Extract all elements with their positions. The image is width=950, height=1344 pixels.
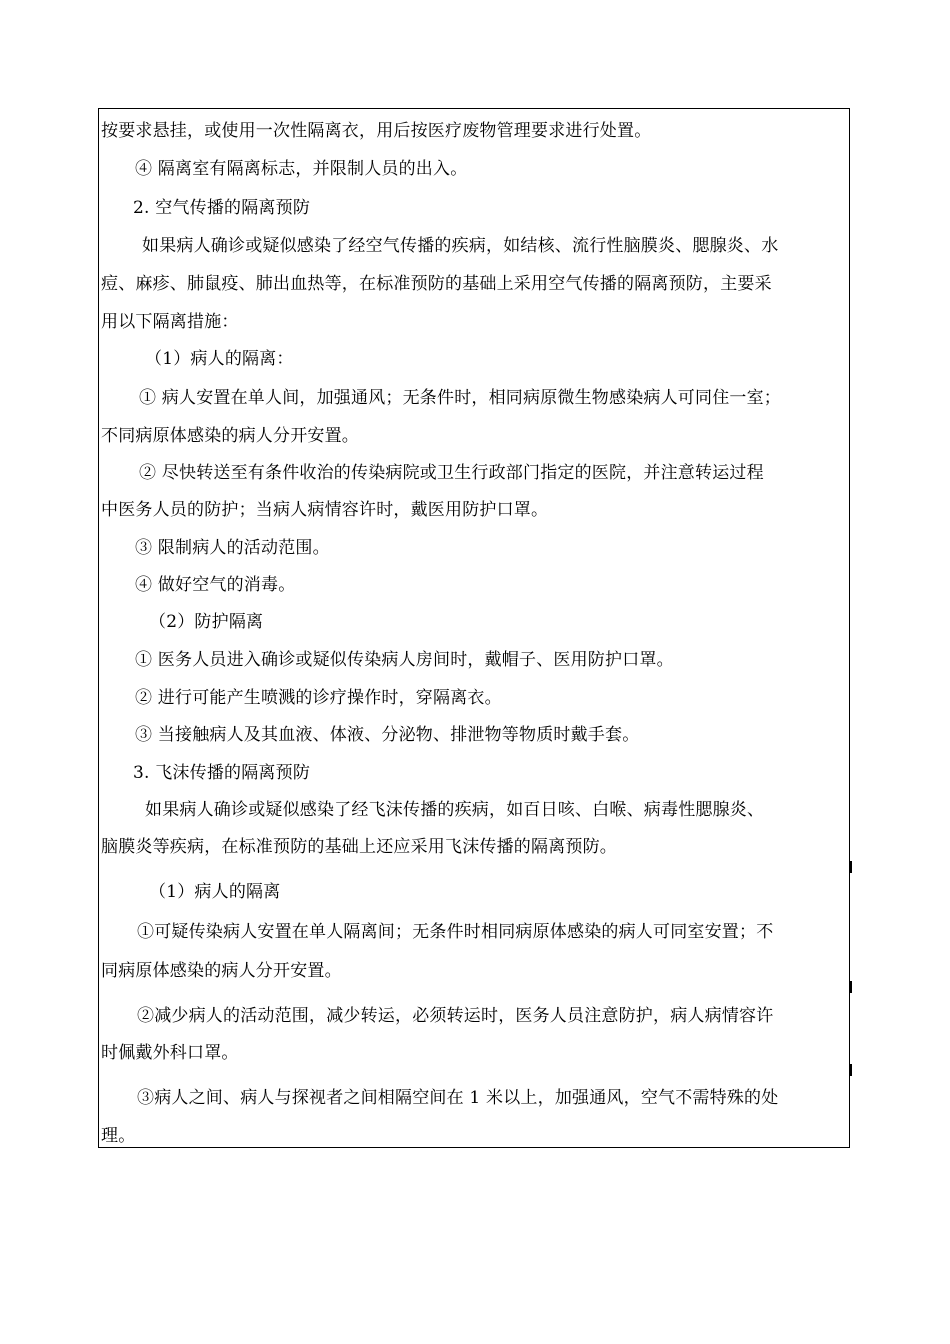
- section-heading: 3. 飞沫传播的隔离预防: [133, 763, 311, 783]
- text-line: 不同病原体感染的病人分开安置。: [101, 426, 359, 446]
- text-line: 如果病人确诊或疑似感染了经空气传播的疾病，如结核、流行性脑膜炎、腮腺炎、水: [142, 236, 779, 256]
- sub-heading: （1）病人的隔离: [149, 882, 281, 902]
- text-line: 如果病人确诊或疑似感染了经飞沫传播的疾病，如百日咳、白喉、病毒性腮腺炎、: [145, 800, 765, 820]
- text-line: ④ 隔离室有隔离标志，并限制人员的出入。: [135, 159, 468, 179]
- text-line: ①可疑传染病人安置在单人隔离间；无条件时相同病原体感染的病人可同室安置；不: [137, 922, 774, 942]
- text-line: 用以下隔离措施：: [101, 312, 239, 332]
- text-line: ②减少病人的活动范围，减少转运，必须转运时，医务人员注意防护，病人病情容许: [137, 1006, 774, 1026]
- border-mark: [850, 861, 852, 873]
- text-line: 脑膜炎等疾病，在标准预防的基础上还应采用飞沫传播的隔离预防。: [101, 837, 617, 857]
- text-line: 按要求悬挂，或使用一次性隔离衣，用后按医疗废物管理要求进行处置。: [101, 121, 652, 141]
- text-line: ② 尽快转送至有条件收治的传染病院或卫生行政部门指定的医院，并注意转运过程: [139, 463, 764, 483]
- sub-heading: （2）防护隔离: [149, 612, 264, 632]
- text-line: ① 病人安置在单人间，加强通风；无条件时，相同病原微生物感染病人可同住一室；: [139, 388, 782, 408]
- text-line: ③ 当接触病人及其血液、体液、分泌物、排泄物等物质时戴手套。: [135, 725, 640, 745]
- text-line: 理。: [101, 1126, 136, 1146]
- sub-heading: （1）病人的隔离：: [145, 349, 294, 369]
- text-line: 中医务人员的防护；当病人病情容许时，戴医用防护口罩。: [101, 500, 549, 520]
- text-line: 同病原体感染的病人分开安置。: [101, 961, 342, 981]
- document-frame: [98, 108, 850, 1148]
- text-line: ④ 做好空气的消毒。: [135, 575, 296, 595]
- border-mark: [850, 981, 852, 993]
- border-mark: [850, 1064, 852, 1076]
- text-line: ① 医务人员进入确诊或疑似传染病人房间时，戴帽子、医用防护口罩。: [135, 650, 674, 670]
- text-line: ② 进行可能产生喷溅的诊疗操作时，穿隔离衣。: [135, 688, 502, 708]
- text-line: ③ 限制病人的活动范围。: [135, 538, 330, 558]
- text-line: 痘、麻疹、肺鼠疫、肺出血热等，在标准预防的基础上采用空气传播的隔离预防，主要采: [101, 274, 772, 294]
- section-heading: 2. 空气传播的隔离预防: [133, 198, 311, 218]
- text-line: 时佩戴外科口罩。: [101, 1043, 239, 1063]
- text-line: ③病人之间、病人与探视者之间相隔空间在 1 米以上，加强通风，空气不需特殊的处: [137, 1088, 779, 1108]
